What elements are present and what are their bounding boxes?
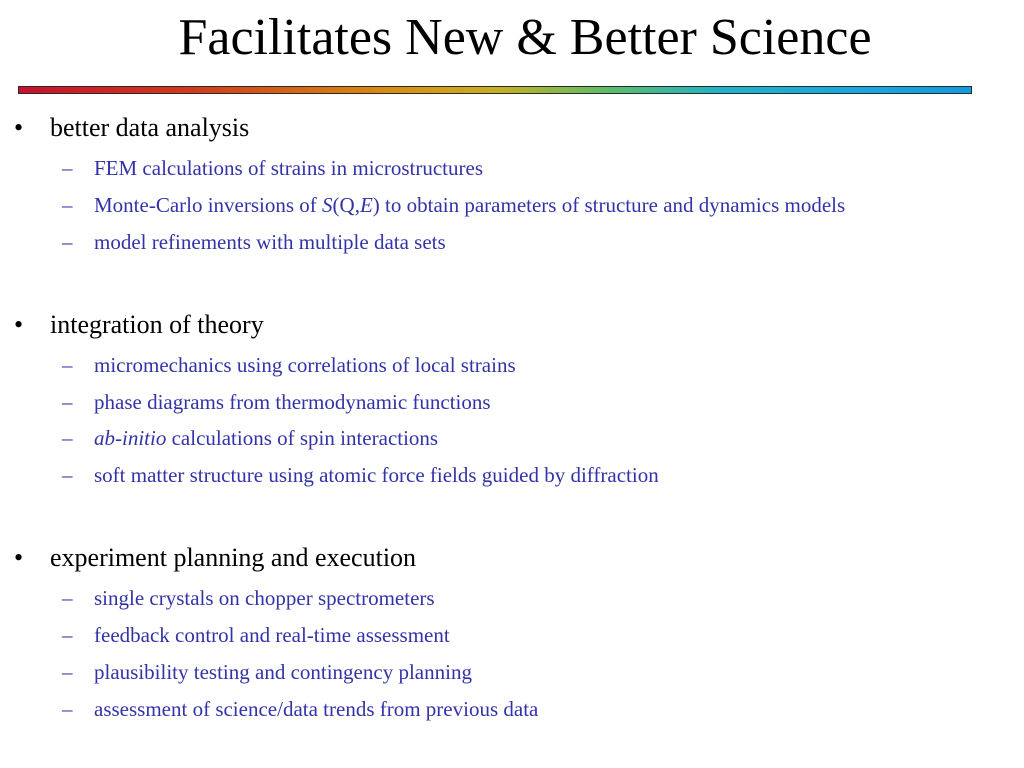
bullet-mark: • — [14, 543, 24, 572]
sub-item-text-italic: E — [359, 193, 373, 217]
dash-mark: – — [62, 390, 73, 414]
sub-item — [62, 352, 516, 378]
sub-item-text-part: Monte-Carlo inversions of — [94, 193, 323, 217]
bullet-mark: • — [14, 310, 24, 339]
sub-item-text: model refinements with multiple data sets — [94, 230, 446, 254]
sub-item — [62, 462, 659, 488]
sub-item-text: soft matter structure using atomic force fields guided by diffraction — [94, 463, 659, 487]
dash-mark: – — [62, 156, 73, 180]
slide-title: Facilitates New & Better Science — [178, 9, 872, 66]
dash-mark: – — [62, 353, 73, 377]
sub-item-text-part: calculations of spin interactions — [166, 426, 439, 450]
sub-item — [62, 585, 435, 611]
dash-mark: – — [62, 426, 73, 450]
sub-item-text: assessment of science/data trends from previous data — [94, 697, 539, 721]
sub-item-text: feedback control and real-time assessment — [94, 623, 450, 647]
dash-mark: – — [62, 586, 73, 610]
bullet-text: experiment planning and execution — [50, 543, 417, 572]
dash-mark: – — [62, 623, 73, 647]
sub-item-text: FEM calculations of strains in microstructures — [94, 156, 484, 180]
dash-mark: – — [62, 697, 73, 721]
dash-mark: – — [62, 193, 73, 217]
bullet-experiment-planning — [14, 543, 416, 573]
dash-mark: – — [62, 230, 73, 254]
dash-mark: – — [62, 463, 73, 487]
bullet-text: integration of theory — [50, 310, 264, 339]
sub-item-text: single crystals on chopper spectrometers — [94, 586, 435, 610]
sub-item-text: phase diagrams from thermodynamic functions — [94, 390, 491, 414]
sub-item-text-italic: S — [322, 193, 333, 217]
bullet-better-data-analysis — [14, 113, 249, 143]
sub-item — [62, 696, 538, 722]
sub-item-text-italic: ab-initio — [94, 426, 167, 450]
dash-mark: – — [62, 660, 73, 684]
sub-item — [62, 192, 845, 218]
sub-item-text-part: ) to obtain parameters of structure and dynamics models — [372, 193, 846, 217]
bullet-mark: • — [14, 113, 24, 142]
sub-item — [62, 229, 446, 255]
sub-item-text: plausibility testing and contingency planning — [94, 660, 472, 684]
bullet-text: better data analysis — [50, 113, 250, 142]
sub-item-text: micromechanics using correlations of local strains — [94, 353, 516, 377]
sub-item — [62, 425, 438, 451]
sub-item — [62, 155, 483, 181]
sub-item — [62, 389, 491, 415]
sub-item-text-part: (Q, — [332, 193, 360, 217]
bullet-integration-of-theory — [14, 310, 264, 340]
sub-item — [62, 659, 472, 685]
sub-item — [62, 622, 450, 648]
